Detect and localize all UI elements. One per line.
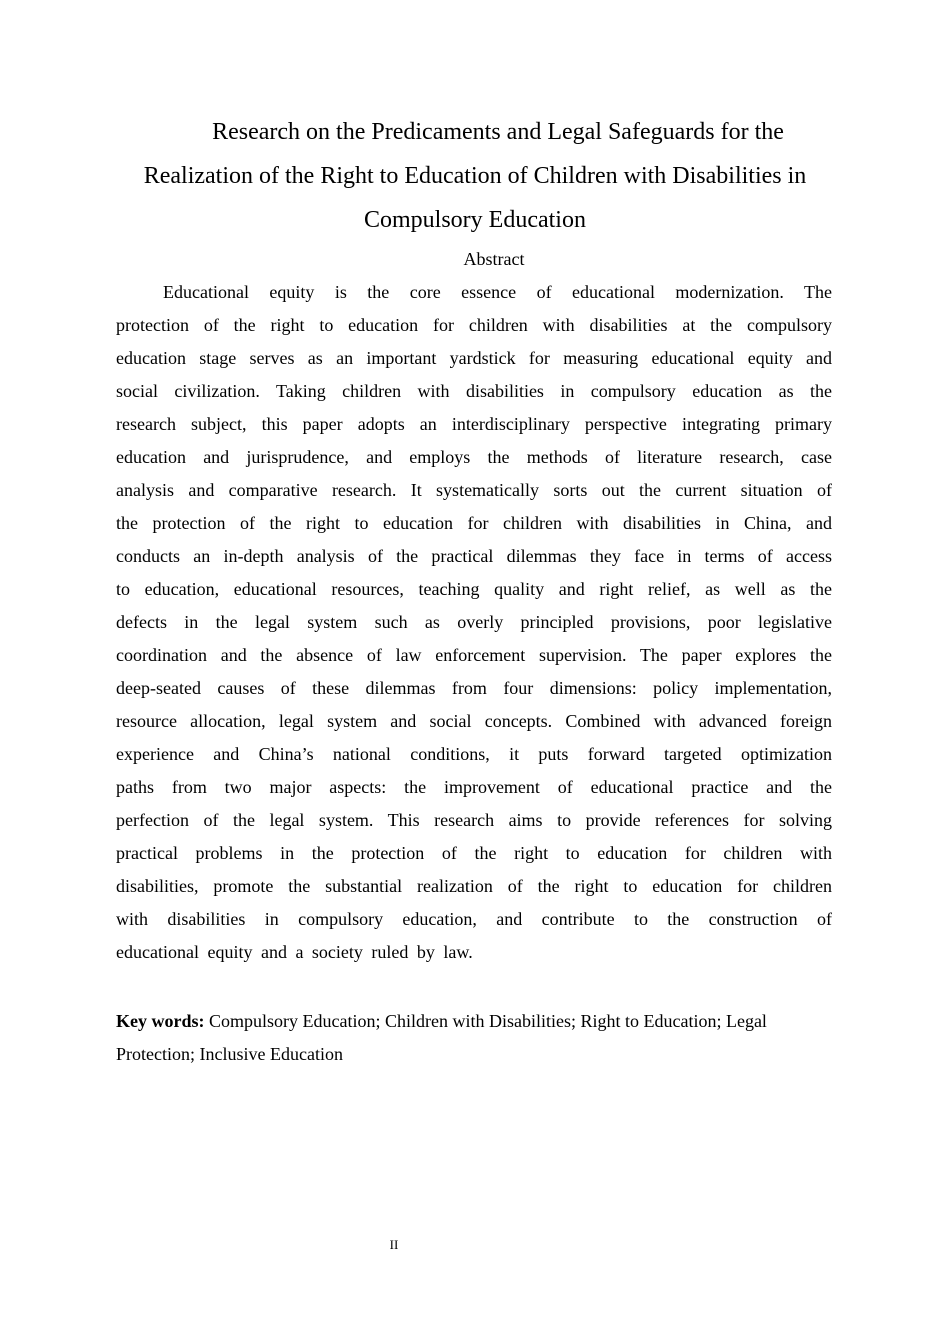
abstract-line: practical problems in the protection of the right to education for children with bbox=[116, 843, 832, 863]
abstract-line: paths from two major aspects: the improvement of educational practice and the bbox=[116, 777, 832, 797]
document-title bbox=[110, 110, 840, 242]
page-number: II bbox=[389, 1237, 399, 1252]
abstract-body bbox=[116, 276, 832, 969]
abstract-line: education and jurisprudence, and employs the methods of literature research, case bbox=[116, 447, 832, 467]
keywords-line-1 bbox=[116, 1005, 832, 1038]
abstract-line: social civilization. Taking children with disabilities in compulsory education as the bbox=[116, 381, 832, 401]
abstract-line: educational equity and a society ruled by law. bbox=[116, 942, 473, 962]
keywords-label: Key words: bbox=[116, 1011, 205, 1031]
keywords-section bbox=[116, 1005, 832, 1071]
abstract-heading: Abstract bbox=[463, 249, 525, 269]
abstract-line: perfection of the legal system. This research aims to provide references for solving bbox=[116, 810, 832, 830]
abstract-line: conducts an in-depth analysis of the practical dilemmas they face in terms of access bbox=[116, 546, 832, 566]
abstract-line: coordination and the absence of law enforcement supervision. The paper explores the bbox=[116, 645, 832, 665]
abstract-line: deep-seated causes of these dilemmas from four dimensions: policy implementation, bbox=[116, 678, 832, 698]
abstract-line: protection of the right to education for children with disabilities at the compulsory bbox=[116, 315, 832, 335]
title-line-3: Compulsory Education bbox=[364, 207, 586, 233]
abstract-line: to education, educational resources, teaching quality and right relief, as well as the bbox=[116, 579, 832, 599]
abstract-line: analysis and comparative research. It systematically sorts out the current situation of bbox=[116, 480, 832, 500]
abstract-line: Educational equity is the core essence of educational modernization. The bbox=[163, 282, 832, 302]
abstract-line: education stage serves as an important yardstick for measuring educational equity and bbox=[116, 348, 832, 368]
abstract-line: experience and China’s national conditions, it puts forward targeted optimization bbox=[116, 744, 832, 764]
abstract-line: with disabilities in compulsory education, and contribute to the construction of bbox=[116, 909, 832, 929]
abstract-line: defects in the legal system such as overly principled provisions, poor legislative bbox=[116, 612, 832, 632]
abstract-line: research subject, this paper adopts an interdisciplinary perspective integrating primary bbox=[116, 414, 832, 434]
abstract-line: the protection of the right to education for children with disabilities in China, and bbox=[116, 513, 832, 533]
keywords-list-part-1: Compulsory Education; Children with Disabilities; Right to Education; Legal bbox=[209, 1011, 767, 1031]
title-line-2: Realization of the Right to Education of Children with Disabilities in bbox=[143, 163, 807, 189]
abstract-line: disabilities, promote the substantial realization of the right to education for children bbox=[116, 876, 832, 896]
abstract-line: resource allocation, legal system and social concepts. Combined with advanced foreign bbox=[116, 711, 832, 731]
keywords-list-part-2: Protection; Inclusive Education bbox=[116, 1044, 343, 1064]
title-line-1: Research on the Predicaments and Legal Safeguards for the bbox=[212, 119, 784, 145]
